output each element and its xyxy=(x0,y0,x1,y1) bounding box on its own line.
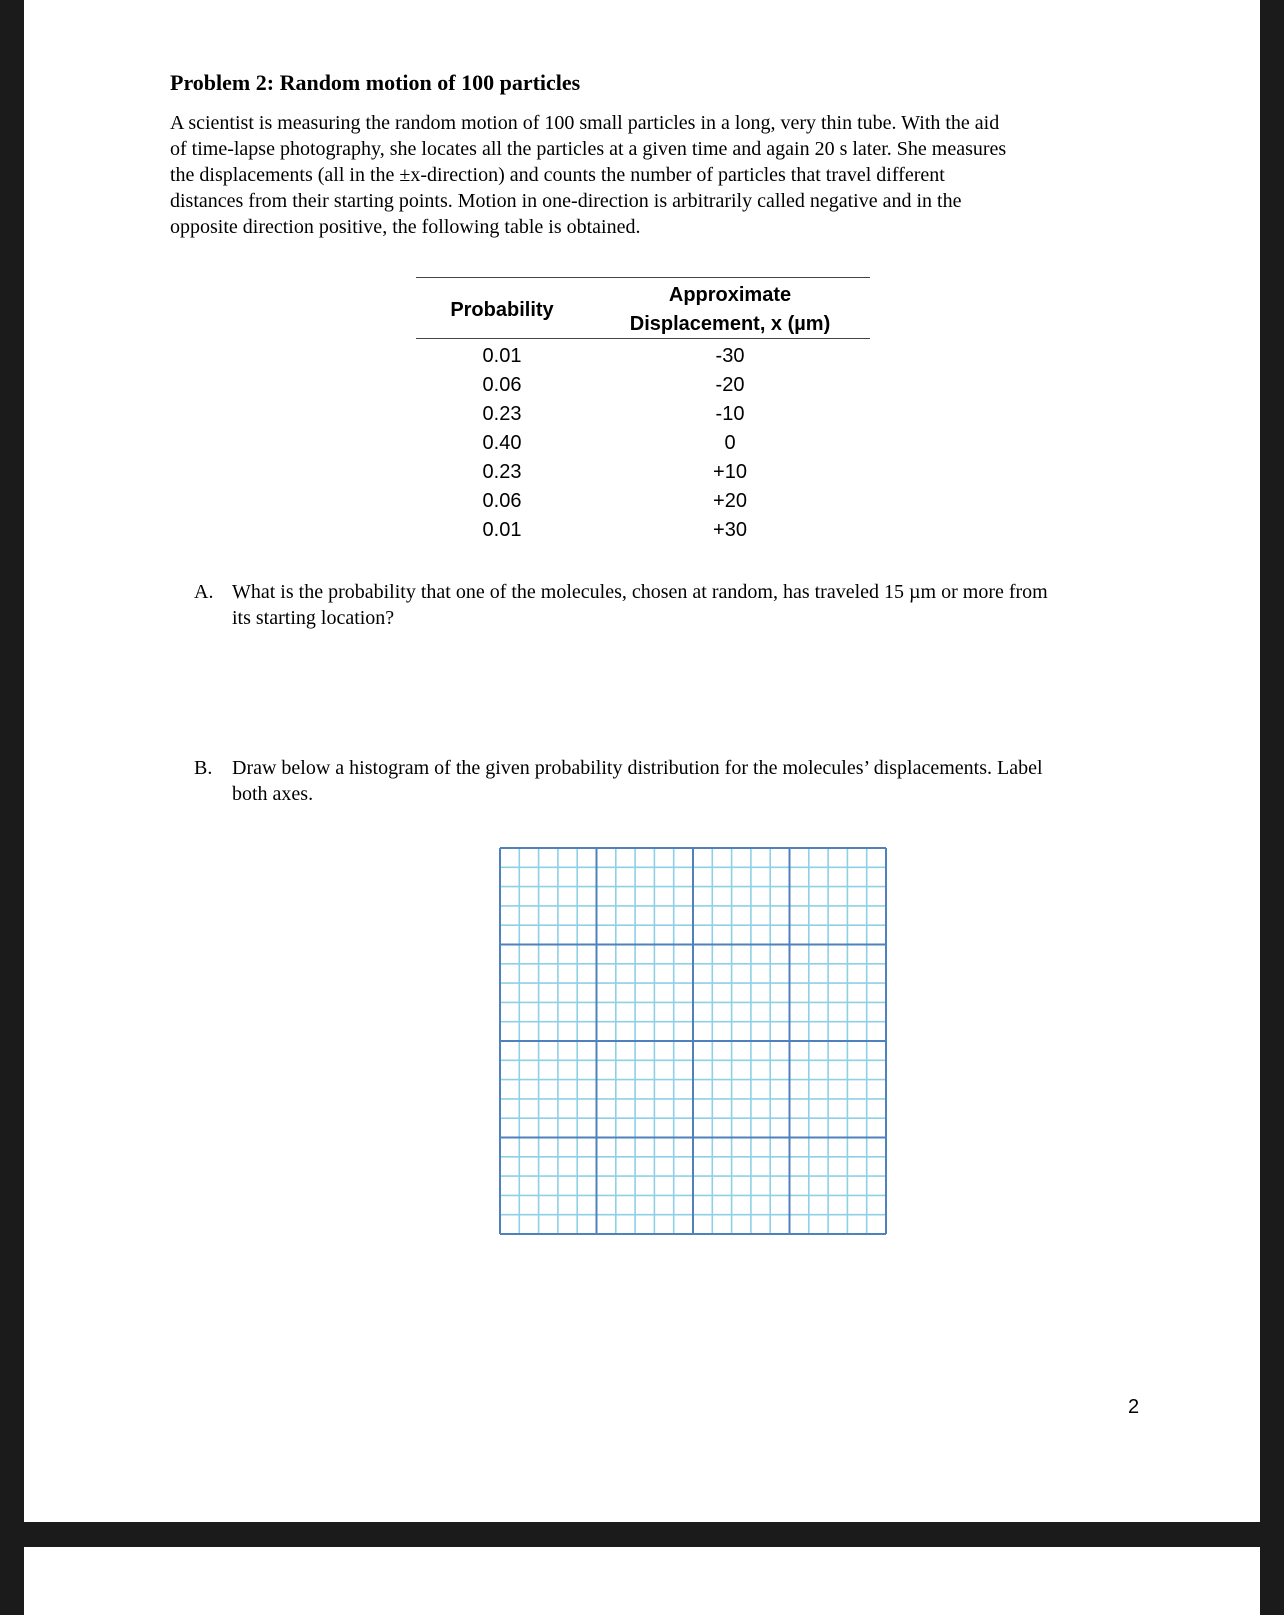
intro-line: A scientist is measuring the random motion of 100 small particles in a long, very thin tube. With the aid xyxy=(170,112,1000,134)
cell-probability: 0.06 xyxy=(482,490,522,512)
intro-line: distances from their starting points. Motion in one-direction is arbitrarily called negative and in the xyxy=(170,190,962,212)
graph-paper-grid[interactable] xyxy=(499,847,887,1235)
cell-displacement: +10 xyxy=(713,461,747,483)
question-b xyxy=(170,755,1170,807)
cell-probability: 0.40 xyxy=(482,432,522,454)
question-text xyxy=(232,579,1048,631)
question-label: B. xyxy=(194,757,213,779)
page-number: 2 xyxy=(1128,1396,1140,1418)
cell-displacement: +30 xyxy=(713,519,747,541)
question-line: What is the probability that one of the molecules, chosen at random, has traveled 15 µm or more from xyxy=(232,581,1048,603)
cell-displacement: -10 xyxy=(715,403,745,425)
header-displacement-line2: Displacement, x (µm) xyxy=(629,313,831,335)
document-page xyxy=(24,0,1260,1522)
table-top-rule xyxy=(416,277,870,278)
cell-probability: 0.23 xyxy=(482,461,522,483)
cell-displacement: +20 xyxy=(713,490,747,512)
cell-displacement: 0 xyxy=(724,432,736,454)
intro-line: opposite direction positive, the following table is obtained. xyxy=(170,216,641,238)
problem-title: Problem 2: Random motion of 100 particles xyxy=(170,70,581,95)
cell-probability: 0.23 xyxy=(482,403,522,425)
problem-intro xyxy=(170,110,1130,240)
cell-displacement: -30 xyxy=(715,345,745,367)
table-header-rule xyxy=(416,338,870,339)
cell-probability: 0.01 xyxy=(482,345,522,367)
question-label: A. xyxy=(194,581,214,603)
question-text xyxy=(232,755,1043,807)
question-line: Draw below a histogram of the given probability distribution for the molecules’ displacements. Label xyxy=(232,757,1043,779)
question-line: both axes. xyxy=(232,783,314,805)
header-probability: Probability xyxy=(450,299,554,321)
cell-displacement: -20 xyxy=(715,374,745,396)
question-a xyxy=(170,579,1170,631)
next-page-edge xyxy=(24,1547,1260,1615)
question-line: its starting location? xyxy=(232,607,395,629)
header-displacement-line1: Approximate xyxy=(668,284,792,306)
cell-probability: 0.06 xyxy=(482,374,522,396)
intro-line: of time-lapse photography, she locates all the particles at a given time and again 20 s later. She measures xyxy=(170,138,1007,160)
intro-line: the displacements (all in the ±x-direction) and counts the number of particles that travel different xyxy=(170,164,945,186)
cell-probability: 0.01 xyxy=(482,519,522,541)
